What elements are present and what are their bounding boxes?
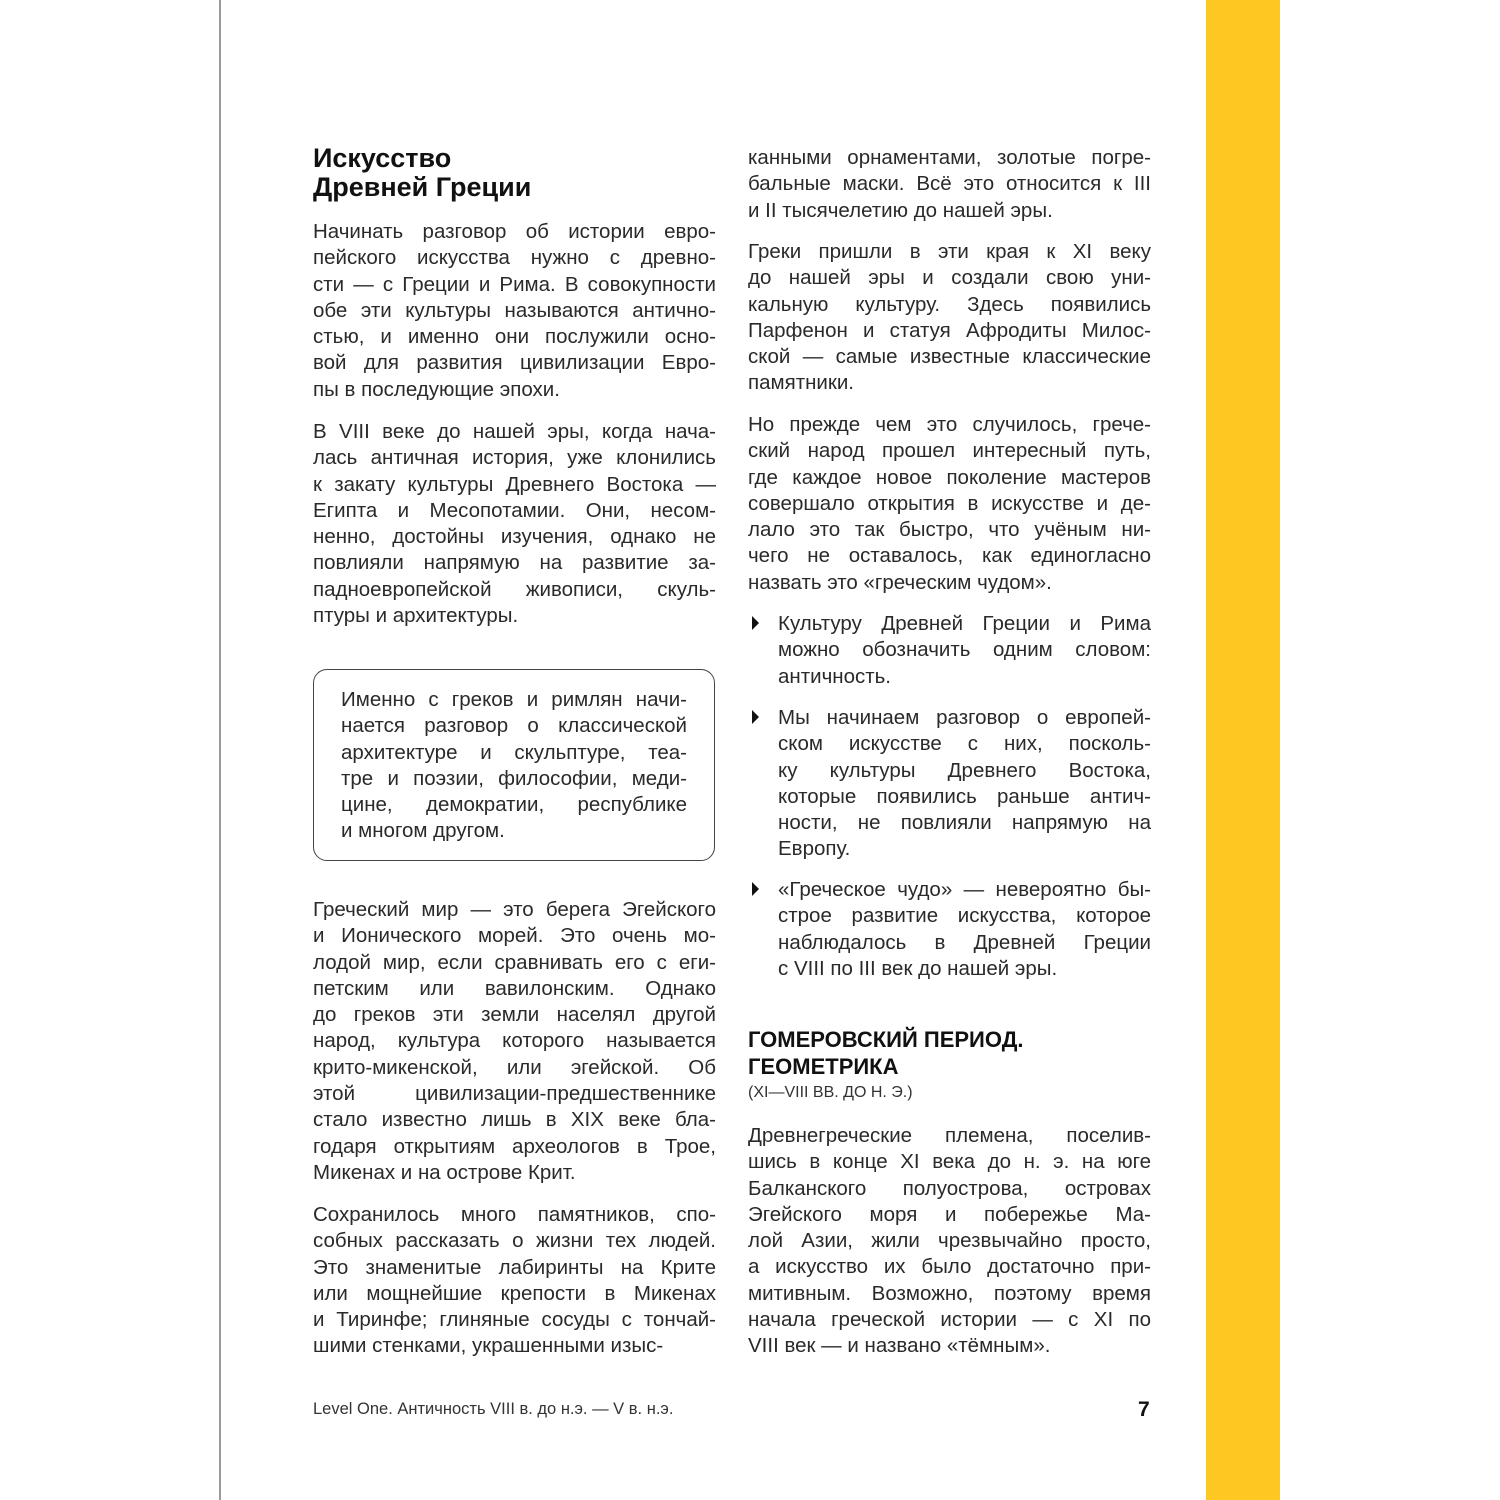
bullet-arrow-icon: [752, 710, 759, 724]
text-line: начала греческой истории — с XI по: [748, 1308, 1151, 1332]
text-line: Парфенон и статуя Афродиты Милос-: [748, 318, 1151, 342]
text-line: ности, не повлияли напрямую на: [778, 811, 1151, 835]
text-line: а искусство их было достаточно при-: [748, 1255, 1151, 1279]
paragraph-viii-century: [313, 419, 716, 629]
paragraph-greek-miracle: [748, 412, 1151, 596]
text-line: стало известно лишь в XIX веке бла-: [313, 1108, 716, 1132]
text-line: VIII век — и названо «тёмным».: [748, 1334, 1051, 1358]
text-line: Греки пришли в эти края к XI веку: [748, 240, 1151, 263]
text-line: пейского искусства нужно с древно-: [313, 246, 716, 270]
text-line: петским или вавилонским. Однако: [313, 976, 716, 1000]
section-subtitle: (XI—VIII ВВ. ДО Н. Э.): [748, 1084, 913, 1101]
paragraph-continued: [748, 145, 1151, 224]
accent-stripe: [1206, 0, 1280, 1500]
paragraph-intro: [313, 219, 716, 403]
text-line: Древнегреческие племена, поселив-: [748, 1124, 1151, 1147]
callout-text: [341, 687, 687, 845]
heading-line: ГЕОМЕТРИКА: [748, 1054, 899, 1079]
text-line: лась античная история, уже клонились: [313, 446, 716, 470]
text-line: Европу.: [778, 837, 851, 861]
text-line: цине, демократии, республике: [341, 793, 687, 817]
title-line: Искусство: [313, 143, 452, 173]
text-line: падноевропейской живописи, скуль-: [313, 577, 716, 601]
text-line: Именно с греков и римлян начи-: [341, 688, 687, 711]
bullet-item: [778, 877, 1151, 982]
text-line: к закату культуры Древнего Востока —: [313, 472, 716, 496]
text-line: пы в последующие эпохи.: [313, 377, 560, 401]
text-line: лало это так быстро, что учёным ни-: [748, 518, 1151, 542]
text-line: канными орнаментами, золотые погре-: [748, 146, 1151, 169]
text-line: Балканского полуострова, островах: [748, 1176, 1151, 1200]
paragraph-monuments: [313, 1202, 716, 1360]
text-line: наблюдалось в Древней Греции: [778, 930, 1151, 954]
bullet-arrow-icon: [752, 882, 759, 896]
text-line: ской — самые известные классические: [748, 345, 1151, 369]
text-line: собных рассказать о жизни тех людей.: [313, 1229, 716, 1253]
text-line: памятники.: [748, 371, 854, 395]
text-line: кальную культуру. Здесь появились: [748, 292, 1151, 316]
text-line: птуры и архитектуры.: [313, 604, 519, 628]
text-line: ненно, достойны изучения, однако не: [313, 525, 716, 549]
text-line: строе развитие искусства, которое: [778, 904, 1151, 928]
text-line: назвать это «греческим чудом».: [748, 570, 1052, 594]
text-line: обе эти культуры называются антично-: [313, 298, 716, 322]
paragraph-greeks-arrived: [748, 239, 1151, 397]
bullet-arrow-icon: [752, 616, 759, 630]
running-footer: Level One. Античность VIII в. до н.э. — V в. н.э.: [313, 1400, 674, 1418]
text-line: античность.: [778, 664, 891, 688]
text-line: лодой мир, если сравнивать его с еги-: [313, 950, 716, 974]
text-line: совершало открытия в искусстве и де-: [748, 491, 1151, 515]
text-line: этой цивилизации-предшественнике: [313, 1082, 716, 1106]
text-line: Мы начинаем разговор о европей-: [778, 706, 1151, 729]
text-line: крито-микенской, или эгейской. Об: [313, 1055, 716, 1079]
text-line: чего не оставалось, как единогласно: [748, 544, 1151, 568]
text-line: Но прежде чем это случилось, грече-: [748, 413, 1151, 436]
text-line: народ, культура которого называется: [313, 1029, 716, 1053]
text-line: Начинать разговор об истории евро-: [313, 220, 716, 243]
text-line: годаря открытиям археологов в Трое,: [313, 1134, 716, 1158]
bullet-item: [778, 705, 1151, 863]
text-line: ский народ прошел интересный путь,: [748, 439, 1151, 463]
text-line: «Греческое чудо» — невероятно бы-: [778, 878, 1151, 901]
text-line: с VIII по III век до нашей эры.: [778, 956, 1058, 980]
text-line: можно обозначить одним словом:: [778, 638, 1151, 662]
text-line: и Тиринфе; глиняные сосуды с тончай-: [313, 1308, 716, 1332]
page-edge-line: [219, 0, 221, 1500]
bullet-item: [778, 611, 1151, 690]
text-line: и многом другом.: [341, 819, 505, 843]
text-line: В VIII веке до нашей эры, когда нача-: [313, 420, 716, 443]
text-line: архитектуре и скульптуре, теа-: [341, 740, 687, 764]
text-line: до греков эти земли населял другой: [313, 1003, 716, 1027]
text-line: ском искусстве с них, посколь-: [778, 732, 1151, 756]
text-line: или мощнейшие крепости в Микенах: [313, 1281, 716, 1305]
text-line: которые появились раньше антич-: [778, 784, 1151, 808]
page-title: [313, 144, 531, 202]
text-line: шись в конце XI века до н. э. на юге: [748, 1150, 1151, 1174]
text-line: нается разговор о классической: [341, 714, 687, 738]
text-line: стью, и именно они послужили осно-: [313, 325, 716, 349]
text-line: ку культуры Древнего Востока,: [778, 758, 1151, 782]
heading-line: ГОМЕРОВСКИЙ ПЕРИОД.: [748, 1027, 1024, 1052]
text-line: где каждое новое поколение мастеров: [748, 465, 1151, 489]
text-line: митивным. Возможно, поэтому время: [748, 1281, 1151, 1305]
text-line: Это знаменитые лабиринты на Крите: [313, 1255, 716, 1279]
text-line: Египта и Месопотамии. Они, несом-: [313, 498, 716, 522]
text-line: вой для развития цивилизации Евро-: [313, 351, 716, 375]
text-line: до нашей эры и создали свою уни-: [748, 266, 1151, 290]
title-line: Древней Греции: [313, 172, 532, 202]
text-line: бальные маски. Всё это относится к III: [748, 172, 1151, 196]
text-line: Микенах и на острове Крит.: [313, 1160, 576, 1184]
text-line: тре и поэзии, философии, меди-: [341, 766, 687, 790]
text-line: и Ионического морей. Это очень мо-: [313, 924, 716, 948]
paragraph-greek-world: [313, 897, 716, 1186]
section-heading: [748, 1026, 1023, 1080]
text-line: лой Азии, жили чрезвычайно просто,: [748, 1229, 1151, 1253]
page-number: 7: [1138, 1398, 1150, 1421]
text-line: Греческий мир — это берега Эгейского: [313, 898, 716, 921]
text-line: и II тысячелетию до нашей эры.: [748, 198, 1053, 222]
text-line: повлияли напрямую на развитие за-: [313, 551, 716, 575]
text-line: Сохранилось много памятников, спо-: [313, 1203, 716, 1226]
paragraph-homeric: [748, 1123, 1151, 1360]
text-line: шими стенками, украшенными изыс-: [313, 1334, 664, 1358]
text-line: сти — с Греции и Рима. В совокупности: [313, 272, 716, 296]
text-line: Культуру Древней Греции и Рима: [778, 612, 1151, 635]
text-line: Эгейского моря и побережье Ма-: [748, 1202, 1151, 1226]
